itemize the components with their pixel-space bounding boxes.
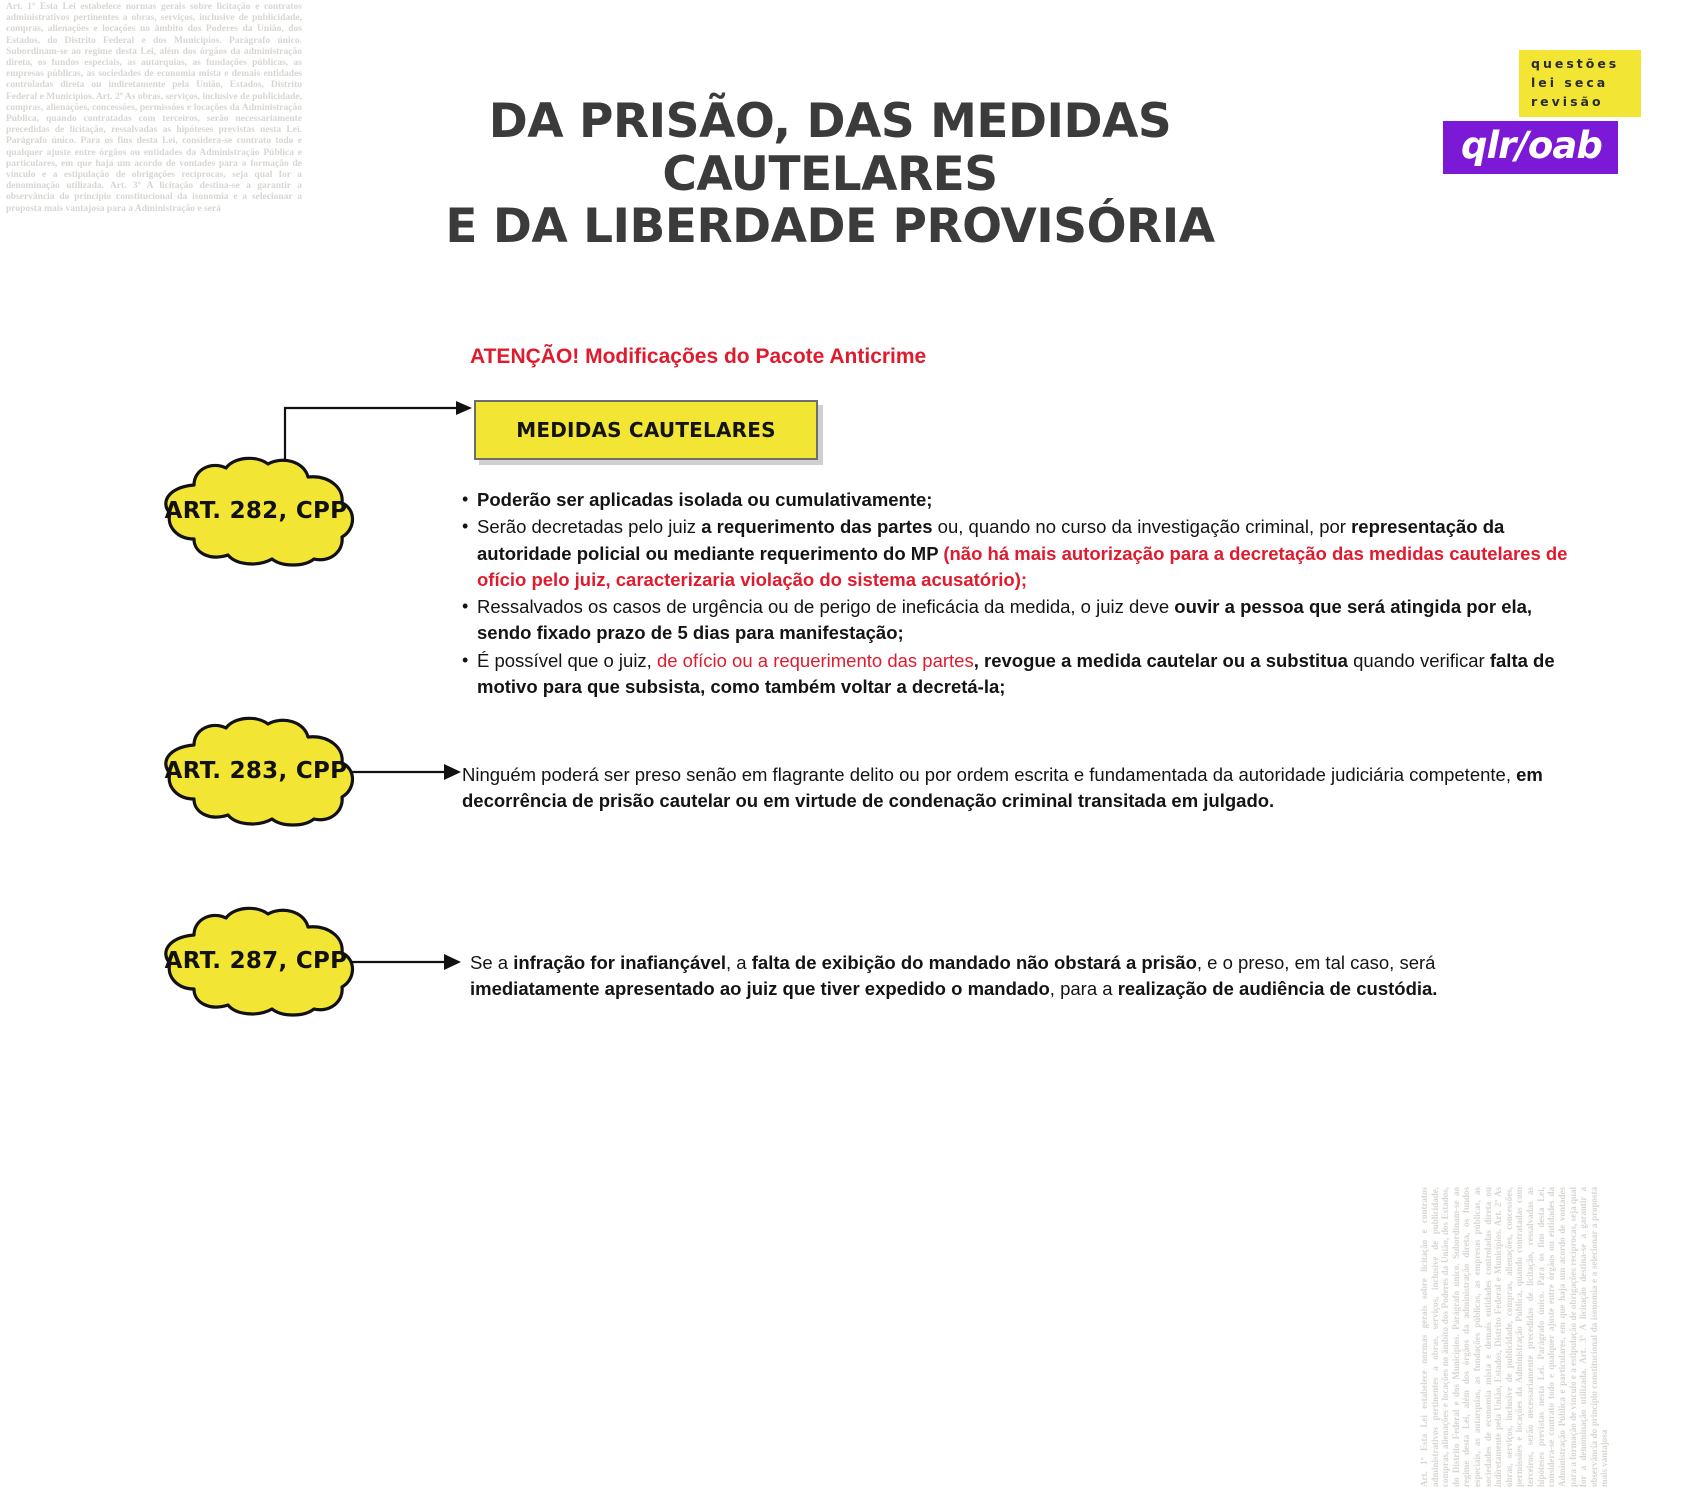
item2-t2: ou, quando no curso da investigação criminal, por	[932, 516, 1352, 538]
item2-b2: representação da autoridade policial ou mediante requerimento do MP	[477, 516, 1505, 564]
list-item	[462, 648, 1572, 701]
item1-bold: Poderão ser aplicadas isolada ou cumulativamente;	[477, 489, 933, 510]
bullet-icon: •	[462, 516, 469, 537]
item4-t2: quando verificar	[1347, 649, 1490, 671]
decorative-legal-text-top-left: Art. 1º Esta Lei estabelece normas gerais sobre licitação e contratos administrativos pertinentes a obras, serviços, inclusive de publicidade, compras, alienações e locações no âmbito dos Poderes da União, dos Estados, do Distrito Federal e dos Municípios. Parágrafo único. Subordinam-se ao regime desta Lei, além dos órgãos da administração direta, os fundos especiais, as autarquias, as fundações públicas, as empresas públicas, as sociedades de economia mista e demais entidades controladas direta ou indiretamente pela União, Estados, Distrito Federal e Municípios. Art. 2º As obras, serviços, inclusive de publicidade, compras, alienações, concessões, permissões e locações da Administração Pública, quando contratadas com terceiros, serão necessariamente precedidas de licitação, ressalvadas as hipóteses previstas nesta Lei. Parágrafo único. Para os fins desta Lei, considera-se contrato todo e qualquer ajuste entre órgãos ou entidades da Administração Pública e particulares, em que haja um acordo de vontades para a formação de vínculo e a estipulação de obrigações recíprocas, seja qual for a denominação utilizada. Art. 3º A licitação destina-se a garantir a observância do princípio constitucional da isonomia e a selecionar a proposta mais vantajosa para a Administração e será	[6, 2, 302, 214]
item3-t1: Ressalvados os casos de urgência ou de perigo de ineficácia da medida, o juiz deve	[477, 596, 1175, 618]
list-item	[462, 514, 1572, 593]
item3-b1: ouvir a pessoa que será atingida por ela, sendo fixado prazo de 5 dias para manifestação;	[477, 596, 1533, 644]
item4-b2: falta de motivo para que subsista, como também voltar a decretá-la;	[477, 649, 1555, 697]
brand-tagline: questões lei seca revisão	[1519, 50, 1641, 117]
page-title	[330, 96, 1330, 254]
block287-t4: , para a	[1049, 978, 1118, 1000]
content-art-282	[462, 487, 1572, 701]
block287-b4: realização de audiência de custódia.	[1117, 978, 1438, 1000]
bullet-icon: •	[462, 489, 469, 509]
decorative-legal-text-bottom-right: Art. 1º Esta Lei estabelece normas gerais sobre licitação e contratos administrativos pertinentes a obras, serviços, inclusive de publicidade, compras, alienações e locações no âmbito dos Poderes da União, dos Estados, do Distrito Federal e dos Municípios. Parágrafo único. Subordinam-se ao regime desta Lei, além dos órgãos da administração direta, os fundos especiais, as autarquias, as fundações públicas, as empresas públicas, as sociedades de economia mista e demais entidades controladas direta ou indiretamente pela União, Estados, Distrito Federal e Municípios. Art. 2º As obras, serviços, inclusive de publicidade, compras, alienações, concessões, permissões e locações da Administração Pública, quando contratadas com terceiros, serão necessariamente precedidas de licitação, ressalvadas as hipóteses previstas nesta Lei. Parágrafo único. Para os fins desta Lei, considera-se contrato todo e qualquer ajuste entre órgãos ou entidades da Administração Pública e particulares, em que haja um acordo de vontades para a formação de vínculo e a estipulação de obrigações recíprocas, seja qual for a denominação utilizada. Art. 3º A licitação destina-se a garantir a observância do princípio constitucional da isonomia e a selecionar a proposta mais vantajosa	[1419, 1187, 1610, 1487]
block287-b3: imediatamente apresentado ao juiz que tiver expedido o mandado	[470, 978, 1050, 1000]
block283-b1: em decorrência de prisão cautelar ou em virtude de condenação criminal transitada em julgado.	[462, 764, 1543, 812]
cloud-art-283	[150, 715, 362, 827]
item4-b1: , revogue a medida cautelar ou a substitua	[973, 649, 1348, 671]
cloud-art-287	[150, 905, 362, 1017]
cloud-art-282	[150, 455, 362, 567]
cloud-art-287-label: ART. 287, CPP	[164, 948, 348, 974]
bullet-icon: •	[462, 596, 469, 617]
page-title-line1: DA PRISÃO, DAS MEDIDAS CAUTELARES	[488, 94, 1172, 202]
content-art-287	[470, 950, 1540, 1003]
item2-t1: Serão decretadas pelo juiz	[477, 516, 702, 538]
block287-b1: infração for inafiançável	[513, 952, 727, 973]
item4-t1: É possível que o juiz,	[477, 649, 657, 671]
medidas-cautelares-box: MEDIDAS CAUTELARES	[474, 400, 818, 460]
block283-t1: Ninguém poderá ser preso senão em flagrante delito ou por ordem escrita e fundamentada da autoridade judiciária competente,	[462, 764, 1517, 785]
bullet-icon: •	[462, 649, 469, 670]
block287-t3: , e o preso, em tal caso, será	[1196, 952, 1436, 973]
block287-b2: falta de exibição do mandado não obstará a prisão	[751, 952, 1197, 973]
item4-red: de ofício ou a requerimento das partes	[656, 649, 974, 671]
page-title-line2: E DA LIBERDADE PROVISÓRIA	[445, 199, 1215, 255]
block287-t1: Se a	[470, 952, 514, 973]
cloud-art-283-label: ART. 283, CPP	[164, 758, 348, 784]
cloud-art-282-label: ART. 282, CPP	[164, 498, 348, 524]
brand-logo: qlr/oab	[1443, 121, 1618, 174]
list-item	[462, 594, 1572, 647]
item2-red: (não há mais autorização para a decretação das medidas cautelares de ofício pelo juiz, caracterizaria violação do sistema acusatório);	[477, 542, 1568, 590]
content-art-283	[462, 762, 1567, 815]
item2-b1: a requerimento das partes	[701, 516, 933, 538]
block287-t2: , a	[726, 952, 752, 973]
attention-note: ATENÇÃO! Modificações do Pacote Anticrime	[470, 345, 927, 368]
brand-block	[1411, 50, 1641, 174]
list-item	[462, 487, 1572, 513]
